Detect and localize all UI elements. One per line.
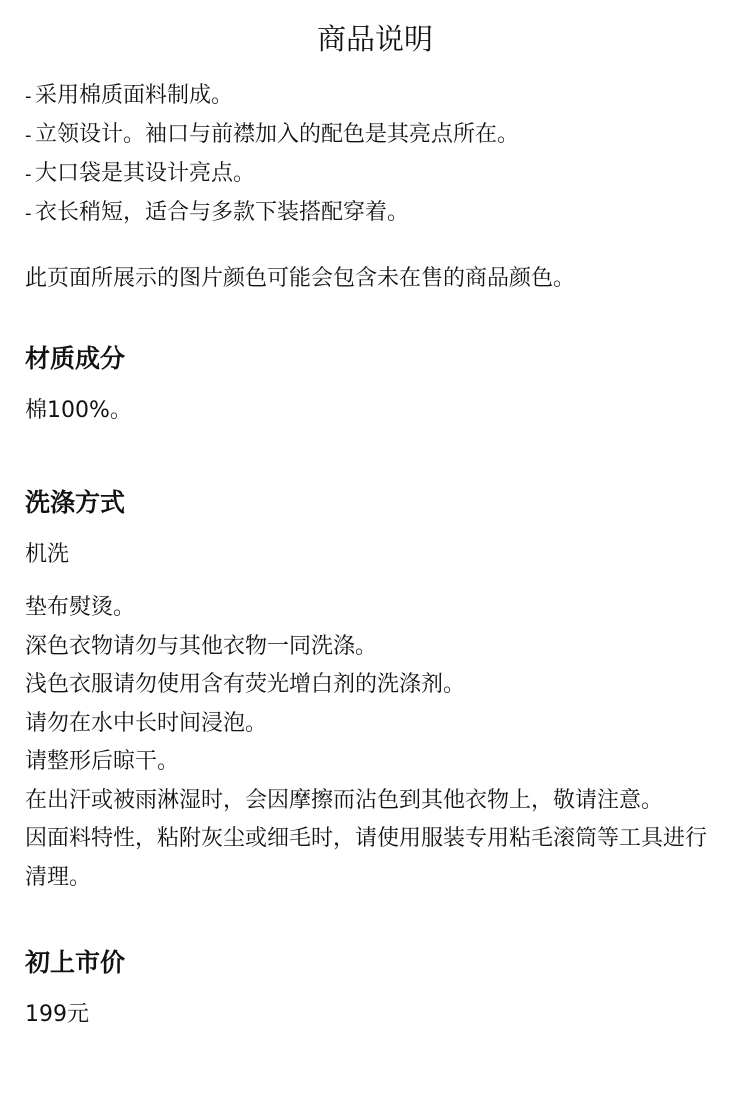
feature-text: 采用棉质面料制成。 bbox=[35, 83, 234, 108]
washing-heading: 洗涤方式 bbox=[25, 488, 126, 517]
washing-instruction: 垫布熨烫。 bbox=[25, 595, 136, 620]
washing-instruction: 浅色衣服请勿使用含有荧光增白剂的洗涤剂。 bbox=[25, 672, 466, 697]
material-value: 棉100%。 bbox=[25, 398, 132, 423]
feature-item bbox=[25, 155, 725, 194]
bullet-marker: - bbox=[25, 164, 32, 185]
feature-item bbox=[25, 77, 725, 116]
material-heading: 材质成分 bbox=[25, 344, 126, 373]
washing-method: 机洗 bbox=[25, 542, 70, 567]
washing-instruction: 深色衣物请勿与其他衣物一同洗涤。 bbox=[25, 633, 378, 659]
bullet-marker: - bbox=[25, 86, 32, 107]
washing-instructions bbox=[25, 589, 725, 897]
bullet-marker: - bbox=[25, 125, 32, 146]
feature-item bbox=[25, 116, 725, 155]
bullet-marker: - bbox=[25, 203, 32, 224]
washing-instruction: 请勿在水中长时间浸泡。 bbox=[25, 710, 268, 736]
washing-instruction: 在出汗或被雨淋湿时，会因摩擦而沾色到其他衣物上，敬请注意。 bbox=[25, 787, 664, 813]
page-title: 商品说明 bbox=[316, 22, 433, 56]
washing-instruction: 因面料特性，粘附灰尘或细毛时，请使用服装专用粘毛滚筒等工具进行清理。 bbox=[25, 826, 708, 890]
feature-item bbox=[25, 194, 725, 233]
price-heading: 初上市价 bbox=[25, 948, 126, 977]
feature-list bbox=[25, 77, 725, 233]
feature-text: 衣长稍短，适合与多款下装搭配穿着。 bbox=[35, 200, 410, 225]
color-disclaimer: 此页面所展示的图片颜色可能会包含未在售的商品颜色。 bbox=[25, 266, 576, 291]
washing-instruction: 请整形后晾干。 bbox=[25, 749, 180, 774]
feature-text: 立领设计。袖口与前襟加入的配色是其亮点所在。 bbox=[35, 122, 520, 147]
price-value: 199元 bbox=[25, 1002, 89, 1027]
feature-text: 大口袋是其设计亮点。 bbox=[35, 161, 256, 186]
